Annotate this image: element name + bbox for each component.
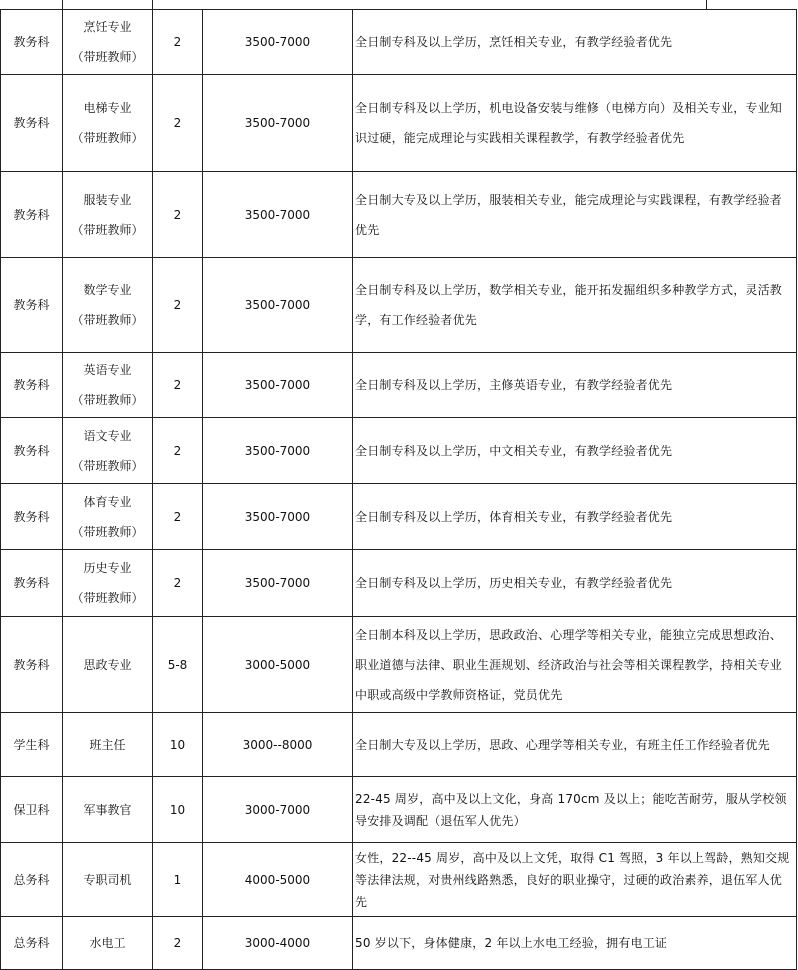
headcount-cell: 2 [153, 550, 203, 617]
position-name: 服装专业 [83, 192, 132, 207]
requirement-cell: 全日制大专及以上学历，思政、心理学等相关专业，有班主任工作经验者优先 [353, 713, 797, 777]
position-note: （带班教师） [71, 524, 144, 539]
department-cell: 学生科 [1, 713, 63, 777]
position-cell [63, 418, 153, 484]
position-note: （带班教师） [71, 313, 144, 327]
department-cell: 教务科 [1, 550, 63, 617]
position-name: 电梯专业 [83, 101, 132, 115]
table-row [1, 418, 797, 484]
salary-cell: 3500-7000 [203, 75, 353, 172]
position-cell [63, 484, 153, 550]
salary-cell: 3500-7000 [203, 258, 353, 353]
salary-cell: 4000-5000 [203, 843, 353, 917]
requirement-cell: 全日制专科及以上学历，中文相关专业，有教学经验者优先 [353, 418, 797, 484]
department-cell: 教务科 [1, 258, 63, 353]
position-note: （带班教师） [71, 591, 144, 605]
department-cell: 教务科 [1, 484, 63, 550]
table-row [1, 75, 797, 172]
headcount-cell: 2 [153, 353, 203, 418]
requirement-cell: 全日制专科及以上学历，体育相关专业，有教学经验者优先 [353, 484, 797, 550]
table-row [1, 617, 797, 713]
position-name: 历史专业 [83, 561, 132, 575]
table-row [1, 172, 797, 258]
position-cell: 思政专业 [63, 617, 153, 713]
department-cell: 保卫科 [1, 777, 63, 843]
requirement-cell: 女性，22--45 周岁，高中及以上文凭，取得 C1 驾照，3 年以上驾龄，熟知交规等法律法规，对贵州线路熟悉，良好的职业操守，过硬的政治素养，退伍军人优先 [353, 843, 797, 917]
position-cell [63, 353, 153, 418]
salary-cell: 3500-7000 [203, 484, 353, 550]
requirement-cell: 全日制专科及以上学历，烹饪相关专业，有教学经验者优先 [353, 10, 797, 75]
department-cell: 教务科 [1, 172, 63, 258]
position-note: （带班教师） [71, 458, 144, 473]
headcount-cell: 1 [153, 843, 203, 917]
salary-cell: 3500-7000 [203, 172, 353, 258]
headcount-cell: 5-8 [153, 617, 203, 713]
position-note: （带班教师） [71, 131, 144, 145]
table-row [1, 484, 797, 550]
salary-cell: 3000-4000 [203, 917, 353, 970]
department-cell: 总务科 [1, 917, 63, 970]
headcount-cell: 2 [153, 75, 203, 172]
table-row [1, 713, 797, 777]
position-cell [63, 10, 153, 75]
headcount-cell: 2 [153, 484, 203, 550]
position-cell: 军事教官 [63, 777, 153, 843]
requirement-cell: 全日制大专及以上学历，服装相关专业，能完成理论与实践课程，有教学经验者优先 [353, 172, 797, 258]
requirement-cell: 全日制专科及以上学历，机电设备安装与维修（电梯方向）及相关专业，专业知识过硬，能完成理论与实践相关课程教学，有教学经验者优先 [353, 75, 797, 172]
position-name: 数学专业 [83, 283, 132, 297]
position-cell: 班主任 [63, 713, 153, 777]
table-row [1, 258, 797, 353]
position-cell [63, 550, 153, 617]
requirement-cell: 全日制专科及以上学历，历史相关专业，有教学经验者优先 [353, 550, 797, 617]
headcount-cell: 2 [153, 917, 203, 970]
salary-cell: 3500-7000 [203, 353, 353, 418]
department-cell: 总务科 [1, 843, 63, 917]
position-name: 烹饪专业 [83, 20, 132, 34]
position-cell: 专职司机 [63, 843, 153, 917]
requirement-cell: 全日制专科及以上学历，主修英语专业，有教学经验者优先 [353, 353, 797, 418]
requirement-cell: 全日制专科及以上学历，数学相关专业，能开拓发掘组织多种教学方式，灵活教学，有工作经验者优先 [353, 258, 797, 353]
salary-cell: 3500-7000 [203, 10, 353, 75]
position-cell [63, 172, 153, 258]
position-name: 体育专业 [83, 494, 132, 509]
salary-cell: 3500-7000 [203, 550, 353, 617]
table-row [1, 843, 797, 917]
position-note: （带班教师） [71, 50, 144, 64]
department-cell: 教务科 [1, 353, 63, 418]
position-name: 英语专业 [83, 363, 132, 377]
salary-cell: 3000-7000 [203, 777, 353, 843]
department-cell: 教务科 [1, 418, 63, 484]
requirement-cell: 全日制本科及以上学历，思政政治、心理学等相关专业，能独立完成思想政治、职业道德与法律、职业生涯规划、经济政治与社会等相关课程教学，持相关专业中职或高级中学教师资格证，党员优先 [353, 617, 797, 713]
requirement-cell: 50 岁以下，身体健康，2 年以上水电工经验，拥有电工证 [353, 917, 797, 970]
position-cell [63, 75, 153, 172]
salary-cell: 3000--8000 [203, 713, 353, 777]
position-cell [63, 258, 153, 353]
position-note: （带班教师） [71, 222, 144, 237]
department-cell: 教务科 [1, 10, 63, 75]
department-cell: 教务科 [1, 617, 63, 713]
headcount-cell: 10 [153, 713, 203, 777]
headcount-cell: 2 [153, 418, 203, 484]
department-cell: 教务科 [1, 75, 63, 172]
position-name: 语文专业 [83, 428, 132, 443]
headcount-cell: 2 [153, 172, 203, 258]
requirement-cell: 22-45 周岁，高中及以上文化，身高 170cm 及以上；能吃苦耐劳，服从学校领导安排及调配（退伍军人优先） [353, 777, 797, 843]
position-note: （带班教师） [71, 393, 144, 407]
salary-cell: 3500-7000 [203, 418, 353, 484]
salary-cell: 3000-5000 [203, 617, 353, 713]
position-cell: 水电工 [63, 917, 153, 970]
headcount-cell: 2 [153, 10, 203, 75]
table-row [1, 550, 797, 617]
table-row [1, 917, 797, 970]
table-row [1, 353, 797, 418]
table-row [1, 10, 797, 75]
headcount-cell: 2 [153, 258, 203, 353]
headcount-cell: 10 [153, 777, 203, 843]
recruitment-table [0, 9, 797, 970]
table-row [1, 777, 797, 843]
